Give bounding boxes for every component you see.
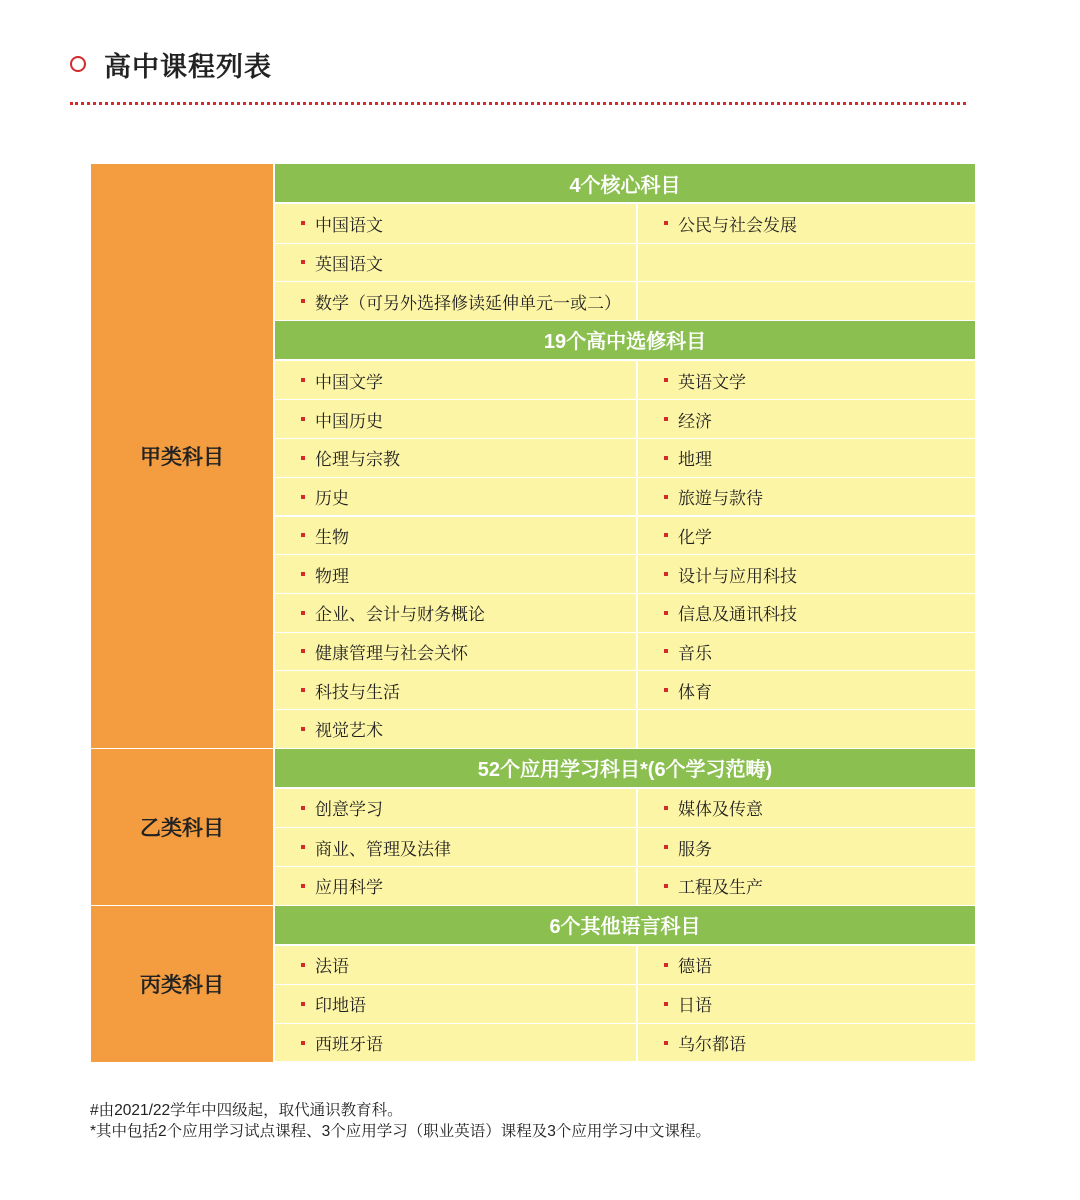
bullet-icon [664,417,668,421]
bullet-icon [664,456,668,460]
table-row [275,867,975,906]
subject-name: 伦理与宗教 [315,450,400,470]
bullet-icon [301,299,305,303]
bullet-icon [301,688,305,692]
subject-name: 信息及通讯科技 [678,605,797,625]
subject-cell [275,361,636,400]
subject-cell [275,400,636,438]
subject-cell [638,828,975,866]
dotted-divider [70,102,966,105]
table-row [275,439,975,478]
subject-cell [275,1024,636,1062]
category-label: 丙类科目 [91,906,273,1063]
subject-cell [638,478,975,516]
subject-cell [638,400,975,438]
table-row [275,985,975,1024]
bullet-icon [301,806,305,810]
table-row [275,244,975,283]
section-header: 19个高中选修科目 [275,321,975,359]
subject-name: 媒体及传意 [678,800,763,820]
subject-cell [638,594,975,632]
subject-name: 应用科学 [315,878,383,898]
bullet-icon [301,572,305,576]
table-row [275,204,975,244]
subject-name: 英语文学 [678,372,746,392]
subject-name: 法语 [315,957,349,977]
subject-name: 企业、会计与财务概论 [315,605,485,625]
subject-name: 体育 [678,682,712,702]
footnote: #由2021/22学年中四级起，取代通识教育科。 [90,1102,403,1119]
category-label: 甲类科目 [91,164,273,749]
table-row [275,633,975,672]
bullet-icon [301,417,305,421]
subject-cell [638,244,975,282]
subject-cell [638,361,975,400]
section-header: 6个其他语言科目 [275,906,975,944]
subject-cell [275,671,636,709]
bullet-icon [664,884,668,888]
table-row [275,282,975,321]
subject-name: 地理 [678,450,712,470]
section-header: 52个应用学习科目*(6个学习范畴) [275,749,975,787]
subject-cell [275,282,636,320]
subject-cell [275,828,636,866]
subject-name: 经济 [678,411,712,431]
bullet-icon [664,495,668,499]
subject-cell [638,282,975,320]
bullet-icon [664,1002,668,1006]
bullet-icon [664,533,668,537]
subject-name: 日语 [678,996,712,1016]
table-row [275,555,975,594]
page-header [70,42,272,86]
table-row [275,400,975,439]
subject-cell [275,204,636,243]
subject-cell [275,439,636,477]
footnotes [90,1100,711,1142]
bullet-icon [664,688,668,692]
bullet-icon [664,572,668,576]
subject-name: 中国语文 [315,215,383,235]
subject-cell [638,1024,975,1062]
subject-name: 数学（可另外选择修读延伸单元一或二） [315,293,621,313]
category-label: 乙类科目 [91,749,273,906]
subject-name: 服务 [678,839,712,859]
bullet-icon [301,533,305,537]
bullet-icon [664,611,668,615]
bullet-icon [664,378,668,382]
table-row [275,1024,975,1063]
subject-cell [638,710,975,748]
subject-cell [275,594,636,632]
subject-name: 商业、管理及法律 [315,839,451,859]
subject-name: 音乐 [678,643,712,663]
bullet-icon [664,806,668,810]
table-row [275,828,975,867]
subject-name: 乌尔都语 [678,1035,746,1055]
table-row [275,361,975,401]
subject-cell [638,517,975,555]
bullet-icon [301,884,305,888]
bullet-icon [664,221,668,225]
table-row [275,478,975,517]
bullet-icon [301,456,305,460]
subject-cell [638,789,975,828]
table-row [275,594,975,633]
subject-name: 工程及生产 [678,878,763,898]
subject-cell [275,555,636,593]
table-row [275,671,975,710]
subject-name: 健康管理与社会关怀 [315,643,468,663]
bullet-icon [664,963,668,967]
subject-name: 中国历史 [315,411,383,431]
subject-name: 旅遊与款待 [678,489,763,509]
subject-cell [638,985,975,1023]
subject-cell [275,478,636,516]
subject-cell [275,633,636,671]
subject-cell [638,671,975,709]
subject-cell [275,946,636,985]
subject-name: 中国文学 [315,372,383,392]
bullet-icon [301,495,305,499]
subject-name: 印地语 [315,996,366,1016]
subject-cell [638,439,975,477]
table-row [275,517,975,556]
subject-name: 视觉艺术 [315,721,383,741]
bullet-icon [301,611,305,615]
subject-cell [638,204,975,243]
subject-cell [275,710,636,748]
bullet-icon [301,727,305,731]
bullet-icon [301,963,305,967]
section-header: 4个核心科目 [275,164,975,202]
bullet-icon [301,649,305,653]
bullet-icon [664,845,668,849]
page-title: 高中课程列表 [104,51,272,82]
subject-name: 科技与生活 [315,682,400,702]
subject-cell [275,985,636,1023]
bullet-icon [664,649,668,653]
table-row [275,789,975,829]
table-row [275,946,975,986]
subject-name: 公民与社会发展 [678,215,797,235]
subject-name: 英国语文 [315,254,383,274]
subject-name: 历史 [315,489,349,509]
bullet-icon [301,1041,305,1045]
subject-name: 生物 [315,527,349,547]
subject-name: 西班牙语 [315,1035,383,1055]
subject-name: 设计与应用科技 [678,566,797,586]
subject-cell [638,633,975,671]
bullet-icon [301,845,305,849]
bullet-icon [664,1041,668,1045]
bullet-icon [301,378,305,382]
subject-cell [638,555,975,593]
subject-cell [275,517,636,555]
table-row [275,710,975,749]
bullet-icon [301,260,305,264]
subject-cell [638,946,975,985]
subject-name: 创意学习 [315,800,383,820]
circle-outline-icon [70,56,86,72]
subject-cell [638,867,975,905]
footnote: *其中包括2个应用学习试点课程、3个应用学习（职业英语）课程及3个应用学习中文课程。 [90,1123,711,1140]
subject-cell [275,789,636,828]
subject-name: 化学 [678,527,712,547]
subject-name: 德语 [678,957,712,977]
subject-cell [275,867,636,905]
course-table [91,164,975,1068]
subject-name: 物理 [315,566,349,586]
subject-cell [275,244,636,282]
bullet-icon [301,221,305,225]
bullet-icon [301,1002,305,1006]
